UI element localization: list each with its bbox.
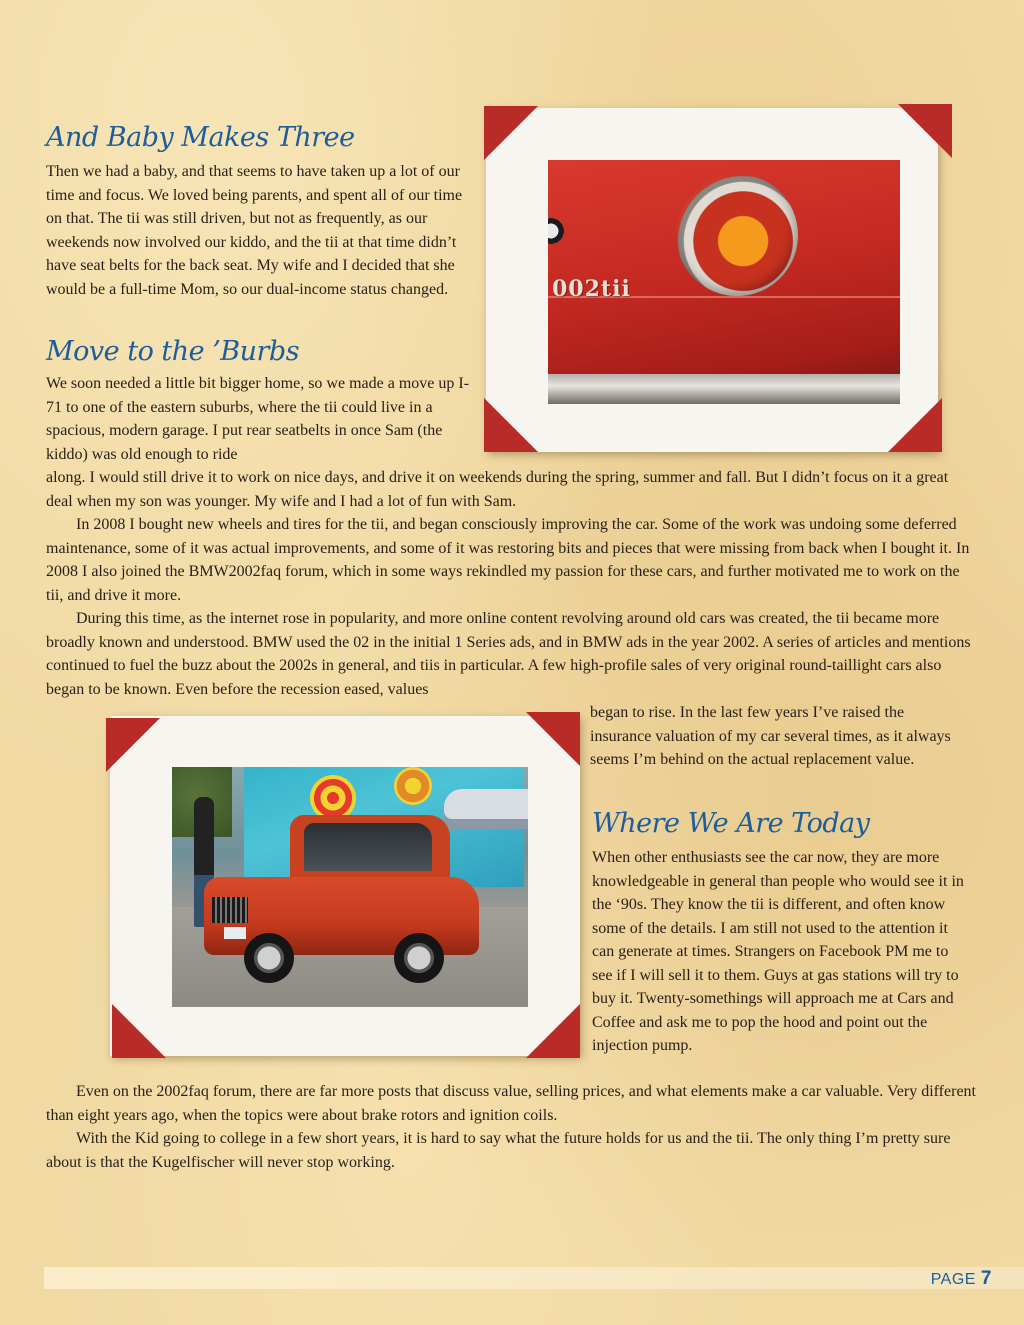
page-label: PAGE <box>930 1271 976 1288</box>
car-photo-frame <box>110 716 580 1056</box>
burbs-paragraph-3-cont: began to rise. In the last few years I’ve raised the insurance valuation of my car several times, as it always seems I’m behind on the actual replacement value. <box>590 704 951 768</box>
car-window <box>304 823 432 871</box>
today-paragraph-2: Even on the 2002faq forum, there are far more posts that discuss value, selling prices, and what elements make a car valuable. Very different than eight years ago, when the topics were about brake rotors and ignition coils. <box>46 1083 976 1124</box>
car-grille <box>212 897 248 923</box>
front-wheel-icon <box>244 933 294 983</box>
burbs-paragraph-3: During this time, as the internet rose in popularity, and more online content revolving around old cars was created, the tii became more broadly known and understood. BMW used the 02 in the initial 1 Series ads, and in BMW ads in the year 2002. A series of articles and mentions continued to fuel the buzz about the 2002s in general, and tiis in particular. A few high-profile sales of very original round-taillight cars also began to be known. Even before the recession eased, values <box>46 610 971 698</box>
model-badge: 002tii <box>552 276 631 302</box>
burbs-paragraph-1-cont: along. I would still drive it to work on nice days, and drive it on weekends during the spring, summer and fall. But I didn’t focus on it a great deal when my son was younger. My wife and I had a lot of fun with Sam. <box>46 469 949 510</box>
today-paragraph-1: When other enthusiasts see the car now, they are more knowledgeable in general than people who would see it in the ‘90s. They know the tii is different, and often know some of the details. I am still not used to the attention it can generate at times. Strangers on Facebook PM me to see if I will sell it to them. Guys at gas stations will try to buy it. Twenty-somethings will approach me at Cars and Coffee and ask me to pop the hood and point out the injection pump. <box>592 849 964 1054</box>
license-plate <box>224 927 246 939</box>
taillight-photo <box>548 160 900 404</box>
heading-today: Where We Are Today <box>592 808 870 839</box>
heading-burbs: Move to the ’Burbs <box>46 336 300 367</box>
mural-car <box>444 789 528 829</box>
today-body-right <box>592 846 966 1058</box>
page-number-value: 7 <box>980 1268 992 1289</box>
burbs-paragraph-2: In 2008 I bought new wheels and tires for the tii, and began consciously improving the car. Some of the work was undoing some deferred maintenance, some of it was actual improvements, and some of it was restoring bits and pieces that were missing from back when I bought it. In 2008 I also joined the BMW2002faq forum, which in some ways rekindled my passion for these cars, and further motivated me to work on the tii, and drive it more. <box>46 516 970 604</box>
taillight-icon <box>676 174 798 296</box>
page-number <box>931 1268 992 1290</box>
burbs-body-right <box>590 701 954 772</box>
burbs-body-narrow <box>46 372 474 466</box>
burbs-paragraph-1: We soon needed a little bit bigger home, so we made a move up I-71 to one of the eastern suburbs, where the tii could live in a spacious, modern garage. I put rear seatbelts in once Sam (the kiddo) was old enough to ride <box>46 375 470 463</box>
footer-bar <box>44 1267 1024 1289</box>
today-paragraph-3: With the Kid going to college in a few short years, it is hard to say what the future holds for us and the tii. The only thing I’m pretty sure about is that the Kugelfischer will never stop working. <box>46 1130 951 1171</box>
heading-baby: And Baby Makes Three <box>46 122 355 153</box>
target-mural-icon <box>394 767 432 805</box>
rear-wheel-icon <box>394 933 444 983</box>
car-photo <box>172 767 528 1007</box>
chrome-bumper <box>548 374 900 404</box>
baby-body <box>46 160 482 301</box>
burbs-body-wide <box>46 466 976 701</box>
taillight-photo-frame <box>486 108 938 452</box>
today-body-wide <box>46 1080 976 1174</box>
bmw-roundel-icon <box>548 218 564 244</box>
baby-paragraph: Then we had a baby, and that seems to have taken up a lot of our time and focus. We loved being parents, and spent all of our time on that. The tii was still driven, but not as frequently, as our weekends now involved our kiddo, and the tii at that time didn’t have seat belts for the back seat. My wife and I decided that she would be a full-time Mom, so our dual-income status changed. <box>46 163 463 298</box>
